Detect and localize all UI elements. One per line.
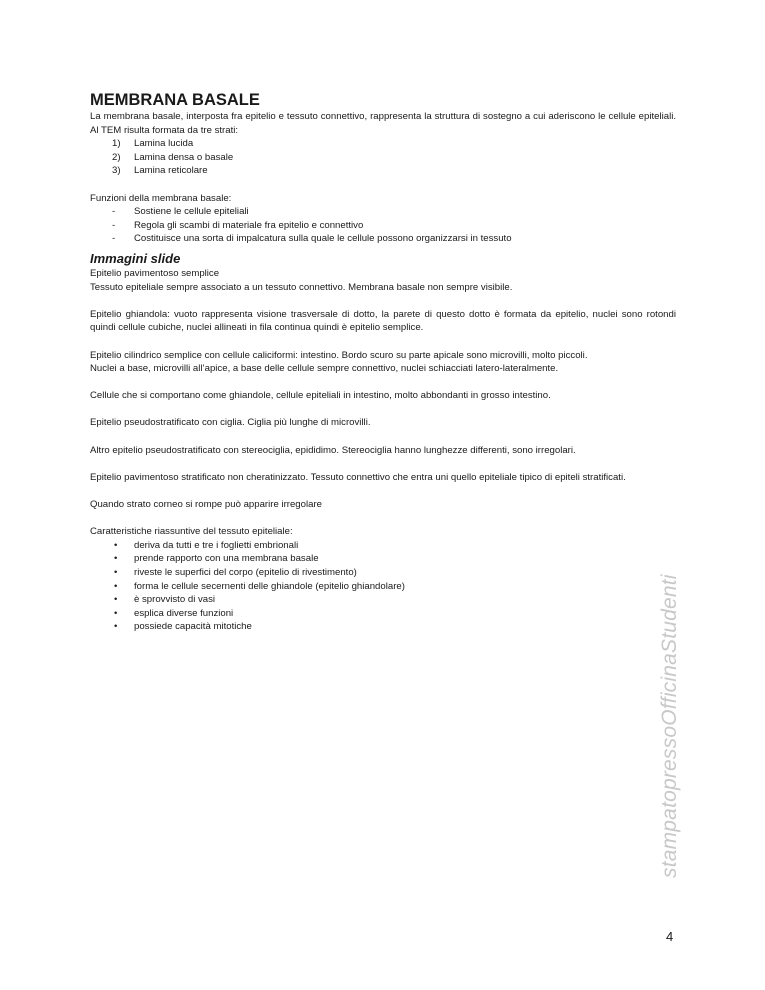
list-item-text: riveste le superfici del corpo (epitelio di rivestimento) (134, 567, 357, 578)
list-item (90, 137, 676, 151)
page-number: 4 (666, 929, 674, 944)
bullet-marker: • (114, 567, 118, 578)
bullet-marker: • (114, 594, 118, 606)
list-item-text: forma le cellule secernenti delle ghiandole (epitelio ghiandolare) (134, 580, 405, 592)
document-body (90, 90, 676, 634)
slide-paragraph-1a: Epitelio pavimentoso semplice (90, 267, 220, 279)
bullet-marker: • (114, 580, 118, 592)
layers-list (90, 137, 676, 178)
intro-paragraph: La membrana basale, interposta fra epitelio e tessuto connettivo, rappresenta la struttura di sostegno a cui aderiscono le cellule epiteliali. Al TEM risulta formata da tre strati: (90, 111, 676, 136)
list-item-text: Lamina lucida (134, 138, 194, 150)
list-item (90, 620, 676, 634)
bullet-marker: • (114, 607, 118, 619)
list-item (90, 232, 676, 246)
slide-paragraph-1b: Tessuto epiteliale sempre associato a un tessuto connettivo. Membrana basale non sempre visibile. (90, 281, 513, 293)
functions-title: Funzioni della membrana basale: (90, 192, 232, 204)
list-item (90, 552, 676, 566)
bullet-marker: • (114, 539, 118, 551)
list-item-text: Lamina densa o basale (134, 151, 234, 163)
slide-paragraph-2: Epitelio ghiandola: vuoto rappresenta visione trasversale di dotto, la parete di questo dotto è formata da epitelio, nuclei sono rotondi quindi cellule cubiche, nuclei allineati in fila continua quindi è epitelio semplice. (90, 308, 676, 334)
list-item-text: Lamina reticolare (134, 165, 208, 177)
list-item-text: Costituisce una sorta di impalcatura sulla quale le cellule possono organizzarsi in tessuto (134, 233, 512, 245)
section-heading: MEMBRANA BASALE (90, 91, 260, 109)
slide-paragraph-4: Cellule che si comportano come ghiandole, cellule epiteliali in intestino, molto abbondanti in grosso intestino. (90, 390, 551, 402)
list-item (90, 151, 676, 165)
list-marker: 2) (112, 151, 121, 163)
slide-paragraph-3a: Epitelio cilindrico semplice con cellule caliciformi: intestino. Bordo scuro su parte apicale sono microvilli, molto piccoli. (90, 349, 588, 361)
list-item-text: prende rapporto con una membrana basale (134, 553, 319, 565)
summary-title: Caratteristiche riassuntive del tessuto epiteliale: (90, 526, 293, 538)
list-item-text: Regola gli scambi di materiale fra epitelio e connettivo (134, 219, 364, 231)
subheading: Immagini slide (90, 250, 181, 266)
list-item (90, 566, 676, 580)
list-item (90, 607, 676, 621)
list-marker: 1) (112, 138, 121, 150)
list-marker: - (112, 206, 116, 218)
list-item-text: esplica diverse funzioni (134, 607, 234, 619)
list-item-text: è sprovvisto di vasi (134, 594, 216, 606)
bullet-marker: • (114, 621, 118, 633)
slide-paragraph-6: Altro epitelio pseudostratificato con stereociglia, epididimo. Stereociglia hanno lunghezze differenti, sono irregolari. (90, 444, 576, 456)
list-marker: 3) (112, 165, 121, 177)
list-item (90, 164, 676, 178)
list-item (90, 219, 676, 233)
list-item-text: Sostiene le cellule epiteliali (134, 206, 249, 218)
slide-paragraph-7: Epitelio pavimentoso stratificato non cheratinizzato. Tessuto connettivo che entra uni quello epiteliale tipico di epiteli stratificati. (90, 471, 626, 483)
list-marker: - (112, 233, 116, 245)
list-marker: - (112, 219, 116, 231)
slide-paragraph-8: Quando strato corneo si rompe può apparire irregolare (90, 499, 322, 511)
list-item (90, 580, 676, 594)
bullet-marker: • (114, 553, 118, 565)
list-item (90, 593, 676, 607)
list-item-text: deriva da tutti e tre i foglietti embrionali (134, 539, 299, 551)
watermark: stampatopressoOfficinaStudenti (658, 574, 681, 878)
functions-list (90, 205, 676, 246)
list-item-text: possiede capacità mitotiche (134, 621, 252, 633)
list-item (90, 205, 676, 219)
slide-paragraph-5: Epitelio pseudostratificato con ciglia. Ciglia più lunghe di microvilli. (90, 417, 371, 429)
list-item (90, 539, 676, 553)
summary-list (90, 539, 676, 634)
slide-paragraph-3b: Nuclei a base, microvilli all’apice, a base delle cellule sempre connettivo, nuclei schiacciati latero-lateralmente. (90, 363, 559, 375)
